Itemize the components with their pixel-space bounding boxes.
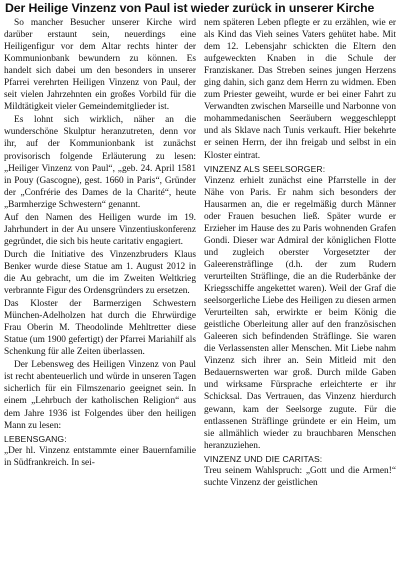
right-column [204,17,396,490]
article-headline: Der Heilige Vinzenz von Paul ist wieder zurück in unserer Kirche [5,1,375,15]
section-heading: LEBENSGANG: [4,433,67,444]
article-page [0,1,400,577]
paragraph: So mancher Besucher unserer Kirche wird darüber erstaunt sein, neuerdings eine Heiligenfigur vor dem Altar rechts hinter der Kommunionbank bewundern zu können. Es handelt sich dabei um den besonders in unserer Pfarrei verehrten Heiligen Vinzenz von Paul, der seit vielen Jahrzehnten ein großes Vorbild für die Mildtätigkeit vieler Gemeindemitglieder ist. [4,18,196,113]
article-body [4,17,396,490]
paragraph: Auf den Namen des Heiligen wurde im 19. Jahrhundert in der Au unsere Vinzentiuskonferenz gegründet, die sich bis heute caritativ engagiert. [4,212,196,247]
paragraph: „Der hl. Vinzenz entstammte einer Bauernfamilie in Südfrankreich. In sei- [4,445,196,468]
section-heading: VINZENZ UND DIE CARITAS: [204,453,323,464]
paragraph: Vinzenz erhielt zunächst eine Pfarrstelle in der Nähe von Paris. Er nahm sich besonders der Hausarmen an, die er regelmäßig durch Männer oder Frauen besuchen ließ. Später wurde er Erzieher im Hause des zu Paris wohnenden Grafen Gondi. Dieser war Admiral der königlichen Flotte und zugleich oberster Vorgesetzter der Galeerensträflinge (d.h. der zum Rudern verurteilten Sträflinge, die an die Ruderbänke der Kriegsschiffe angekettet waren). Weil der Graf die seelsorgerliche Liebe des Heiligen zu diesen armen Verurteilten sah, erwirkte er beim König die geistliche Oberleitung aller auf den französischen Galeeren sich befindenden Sträflinge. Sie waren die Verlassensten aller Menschen. Mit Liebe nahm Vinzenz sich ihrer an. Sein Mitleid mit den Bedauernswerten war groß. Durch milde Gaben und wirksame Fürsprache erleichterte er ihr Schicksal. Das Vertrauen, das Vinzenz hierdurch gewann, kam der Seelsorge zugute. Für die entlassenen Sträflinge gründete er ein Heim, um sie allmählich wieder zu brauchbaren Menschen heranzuziehen. [204,175,396,451]
left-column [4,17,196,490]
paragraph: Durch die Initiative des Vinzenzbruders Klaus Benker wurde diese Statue am 1. August 2012 in die Au gebracht, um die im Zweiten Weltkrieg verbrannte Figur des Ordensgründers zu ersetzen. [4,249,196,297]
paragraph: Das Kloster der Barmerzigen Schwestern München-Adelholzen hat durch die Ehrwürdige Frau Oberin M. Theodolinde Mehltretter diese Statue (um 1900 gefertigt) der Pfarrei Mariahilf als Schenkung für alle Zeiten überlassen. [4,299,196,358]
section-heading: VINZENZ ALS SEELSORGER: [204,163,326,174]
paragraph: Treu seinem Wahlspruch: „Gott und die Armen!“ suchte Vinzenz der geistlichen [204,465,396,488]
paragraph: Der Lebensweg des Heiligen Vinzenz von Paul ist recht abenteuerlich und würde in unseren Tagen sicherlich für ein Filmszenario geeignet sein. In einem „Lehrbuch der katholischen Religion“ aus dem Jahre 1936 ist Folgendes über den heiligen Mann zu lesen: [4,360,196,431]
paragraph: Es lohnt sich wirklich, näher an die wunderschöne Skulptur heranzutreten, denn vor ihr, auf der Kommunionbank ist zunächst provisorisch folgende Erläuterung zu lesen: „Heiliger Vinzenz von Paul“, „geb. 24. April 1581 in Pouy (Gascogne), gest. 1660 in Paris“, Gründer der „Confrérie des Dames de la Charité“, heute „Barmherzige Schwestern“ genannt. [4,115,196,210]
paragraph: nem späteren Leben pflegte er zu erzählen, wie er als Kind das Vieh seines Vaters gehütet habe. Mit dem 12. Lebensjahr schickten die Eltern den aufgeweckten Knaben in die Schule der Franziskaner. Das Streben seines jungen Herzens ging dahin, sich ganz dem Herrn zu widmen. Eben zum Priester geweiht, wurde er bei einer Fahrt zu Verwandten zwischen Marseille und Narbonne von mohammedanischen Seeräubern weggeschleppt und als Sklave nach Tunis verkauft. Hier bekehrte er seinen Herrn, der ihn freigab und selbst in ein Kloster eintrat. [204,18,396,161]
